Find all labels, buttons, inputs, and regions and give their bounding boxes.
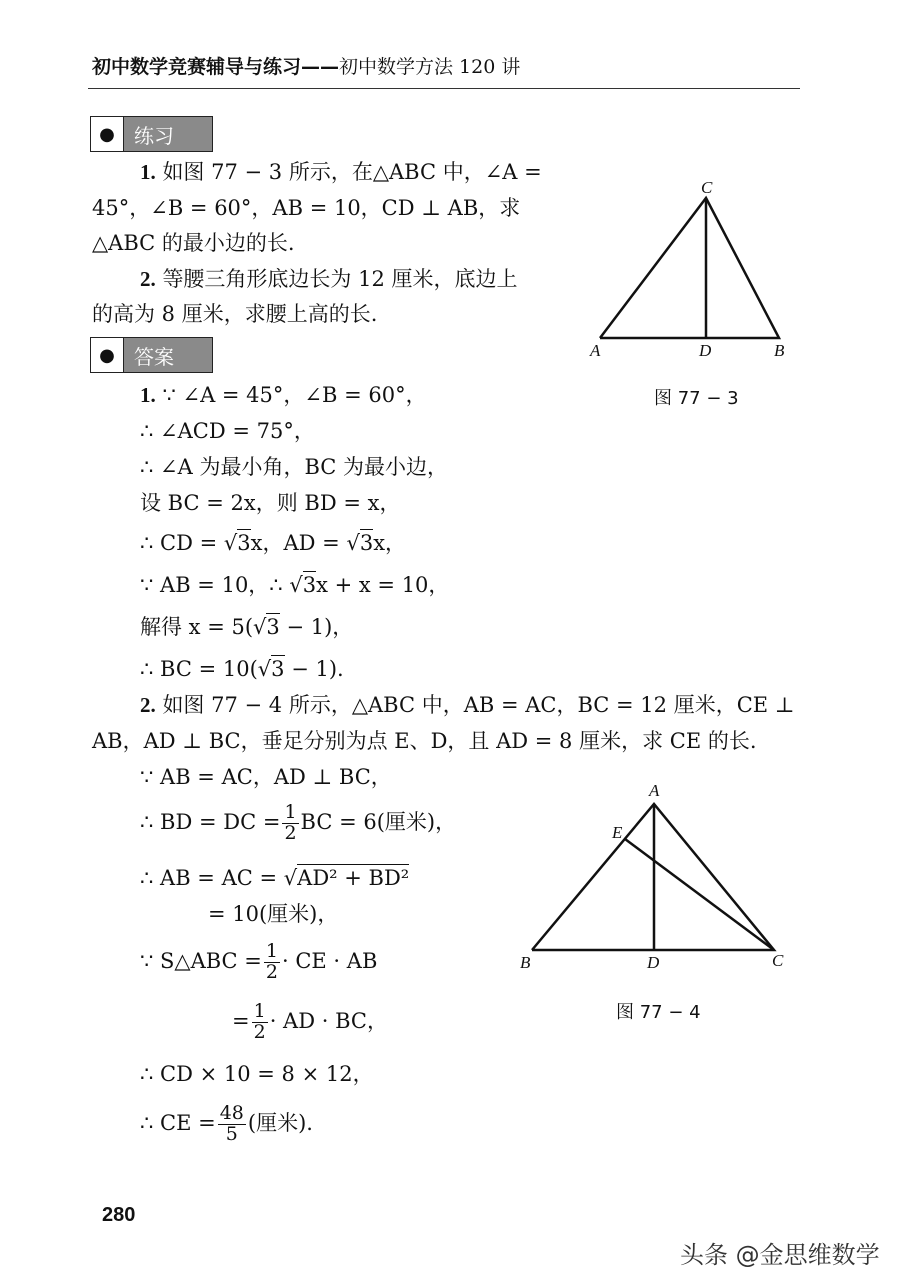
answer-1-line-3: ∴ ∠A 为最小角，BC 为最小边， xyxy=(140,455,449,479)
numerator: 1 xyxy=(284,801,297,823)
book-title: 初中数学竞赛辅导与练习 xyxy=(92,56,302,78)
answer-2-text-1: 如图 77 − 4 所示，△ABC 中，AB = AC，BC = 12 厘米，CE ⊥ xyxy=(162,693,795,717)
answer-1-line-7 xyxy=(140,617,353,638)
numerator: 1 xyxy=(253,1000,266,1022)
equation-part: ∵ S△ABC = xyxy=(140,948,262,973)
problem-2-line-2: 的高为 8 厘米，求腰上高的长. xyxy=(92,302,378,326)
page-number: 280 xyxy=(102,1204,136,1226)
problem-1-number: 1. xyxy=(140,160,156,184)
triangle-abc-outline xyxy=(600,198,779,338)
problem-1-line-2: 45°，∠B = 60°，AB = 10，CD ⊥ AB，求 xyxy=(92,196,521,220)
book-subtitle: 初中数学方法 120 讲 xyxy=(339,56,521,78)
fraction-one-half xyxy=(252,1002,268,1043)
vertex-label-c: C xyxy=(772,951,784,970)
answer-1-line-6 xyxy=(140,575,449,596)
figure-77-3 xyxy=(588,176,788,366)
equation-part: · AD · BC， xyxy=(269,1008,388,1033)
answer-1-line-2: ∴ ∠ACD = 75°， xyxy=(140,419,315,443)
vertex-label-d: D xyxy=(699,341,712,360)
denominator: 2 xyxy=(284,821,297,844)
answer-1-line-7-part: − 1)， xyxy=(279,615,354,639)
problem-1-line-3: △ABC 的最小边的长. xyxy=(92,231,295,255)
figure-77-4 xyxy=(514,778,796,978)
answer-1-line-5-part: ∴ CD = √ xyxy=(140,531,238,555)
practice-section-heading xyxy=(90,116,213,152)
answer-1-line-7-part: 解得 x = 5(√ xyxy=(140,615,267,639)
denominator: 2 xyxy=(253,1020,266,1043)
equation-part: = xyxy=(232,1008,250,1033)
answer-2-number: 2. xyxy=(140,693,156,717)
vertex-label-b: B xyxy=(520,953,531,972)
problem-2-number: 2. xyxy=(140,267,156,291)
vertex-label-a: A xyxy=(590,341,601,360)
answer-2-line-4 xyxy=(140,803,456,844)
vertex-label-c: C xyxy=(701,178,713,197)
vertex-label-b: B xyxy=(774,341,785,360)
radicand: 3 xyxy=(302,573,317,597)
problem-1-text-1: 如图 77 − 3 所示，在△ABC 中，∠A = xyxy=(162,160,542,184)
running-header xyxy=(92,52,520,79)
numerator: 1 xyxy=(265,940,278,962)
vertex-label-d: D xyxy=(647,953,660,972)
denominator: 5 xyxy=(225,1122,238,1145)
problem-1-line-1 xyxy=(140,162,542,183)
radicand: 3 xyxy=(266,615,280,639)
problem-2-line-1 xyxy=(140,269,518,290)
denominator: 2 xyxy=(265,960,278,983)
answer-1-line-8 xyxy=(140,659,344,680)
answer-1-line-8-part: − 1). xyxy=(284,657,344,681)
answer-1-line-5 xyxy=(140,533,406,554)
answers-section-heading xyxy=(90,337,213,373)
answer-1-line-1 xyxy=(140,385,427,406)
answer-1-line-6-part: ∵ AB = 10，∴ √ xyxy=(140,573,303,597)
equation-part: BC = 6(厘米)， xyxy=(300,809,457,834)
fraction-48-5 xyxy=(218,1104,246,1145)
answer-1-number: 1. xyxy=(140,383,156,407)
radicand: AD² + BD² xyxy=(297,866,410,890)
answer-1-line-8-part: ∴ BC = 10(√ xyxy=(140,657,272,681)
answer-2-line-3: ∵ AB = AC，AD ⊥ BC， xyxy=(140,765,392,789)
answer-2-line-8 xyxy=(232,1002,388,1043)
fraction-one-half xyxy=(264,942,280,983)
numerator: 48 xyxy=(219,1102,244,1124)
watermark: 头条 @金思维数学 xyxy=(680,1241,880,1269)
bullet-icon: ● xyxy=(91,338,124,372)
answer-1-line-4: 设 BC = 2x，则 BD = x， xyxy=(140,491,401,515)
answer-2-line-7 xyxy=(140,942,377,983)
altitude-ce xyxy=(625,839,774,950)
answer-1-text-1: ∵ ∠A = 45°，∠B = 60°， xyxy=(162,383,427,407)
answer-1-line-5-part: x，AD = √ xyxy=(250,531,360,555)
fraction-one-half xyxy=(282,803,298,844)
answer-2-line-9: ∴ CD × 10 = 8 × 12， xyxy=(140,1062,374,1086)
equation-part: · CE · AB xyxy=(282,948,378,973)
header-rule xyxy=(88,88,800,89)
answer-2-line-10 xyxy=(140,1104,313,1145)
answer-2-line-5 xyxy=(140,868,409,889)
equation-part: ∴ AB = AC = √ xyxy=(140,866,298,890)
equation-part: ∴ CE = xyxy=(140,1110,216,1135)
answers-label: 答案 xyxy=(124,338,212,372)
vertex-label-e: E xyxy=(612,823,623,842)
radicand: 3 xyxy=(359,531,374,555)
problem-2-text-1: 等腰三角形底边长为 12 厘米，底边上 xyxy=(162,267,518,291)
equation-part: (厘米). xyxy=(247,1110,313,1135)
figure-77-3-caption: 图 77 − 3 xyxy=(654,388,739,409)
equation-part: ∴ BD = DC = xyxy=(140,809,281,834)
radicand: 3 xyxy=(237,531,251,555)
answer-1-line-6-part: x + x = 10， xyxy=(316,573,450,597)
header-dash: —— xyxy=(301,56,340,78)
vertex-label-a: A xyxy=(649,781,660,800)
answer-2-line-1 xyxy=(140,695,795,716)
answer-1-line-5-part: x， xyxy=(373,531,407,555)
answer-2-line-6: = 10(厘米)， xyxy=(208,902,339,926)
bullet-icon: ● xyxy=(91,117,124,151)
radicand: 3 xyxy=(271,657,285,681)
practice-label: 练习 xyxy=(124,117,212,151)
figure-77-4-caption: 图 77 − 4 xyxy=(616,1002,701,1023)
answer-2-line-2: AB，AD ⊥ BC，垂足分别为点 E、D，且 AD = 8 厘米，求 CE 的长. xyxy=(92,729,757,753)
